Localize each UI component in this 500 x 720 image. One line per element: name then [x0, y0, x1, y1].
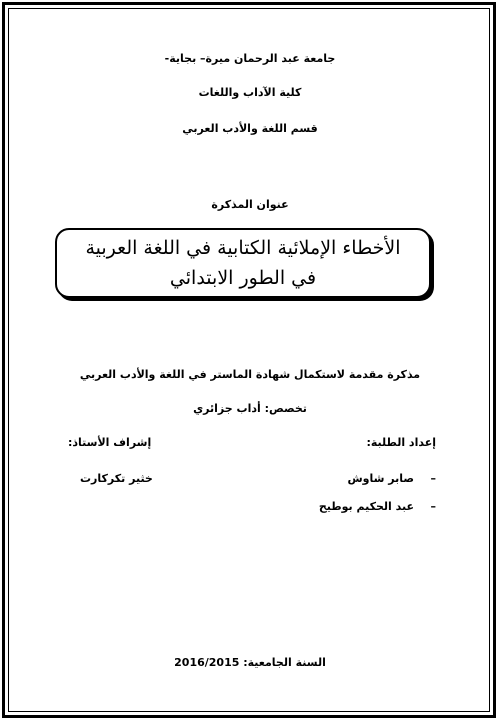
- faculty-name: كلية الآداب واللغات: [198, 86, 302, 99]
- student-name-1: صابر شاوش: [347, 472, 414, 485]
- memo-purpose: مذكرة مقدمة لاستكمال شهادة الماستر في اللغة والأدب العربي: [79, 368, 421, 381]
- memo-title-box: [55, 228, 431, 298]
- academic-year: السنة الجامعية: 2016/2015: [174, 656, 326, 669]
- students-label: إعداد الطلبة:: [366, 436, 436, 449]
- student-bullet-2: –: [430, 500, 436, 513]
- memo-title: الأخطاء الإملائية الكتابية في اللغة العربية في الطور الابتدائي: [85, 237, 401, 289]
- memo-specialty: تخصص: أداب جزائري: [193, 402, 307, 415]
- student-bullet-1: –: [430, 472, 436, 485]
- university-name: جامعة عبد الرحمان ميرة– بجاية-: [164, 52, 336, 65]
- department-name: قسم اللغة والأدب العربي: [182, 122, 318, 135]
- student-name-2: عبد الحكيم بوطيح: [318, 500, 414, 513]
- page-border: [2, 2, 496, 718]
- supervisor-label: إشراف الأستاذ:: [68, 436, 152, 449]
- memo-title-label: عنوان المذكرة: [211, 198, 289, 211]
- supervisor-name: خثير تكركارت: [80, 472, 153, 485]
